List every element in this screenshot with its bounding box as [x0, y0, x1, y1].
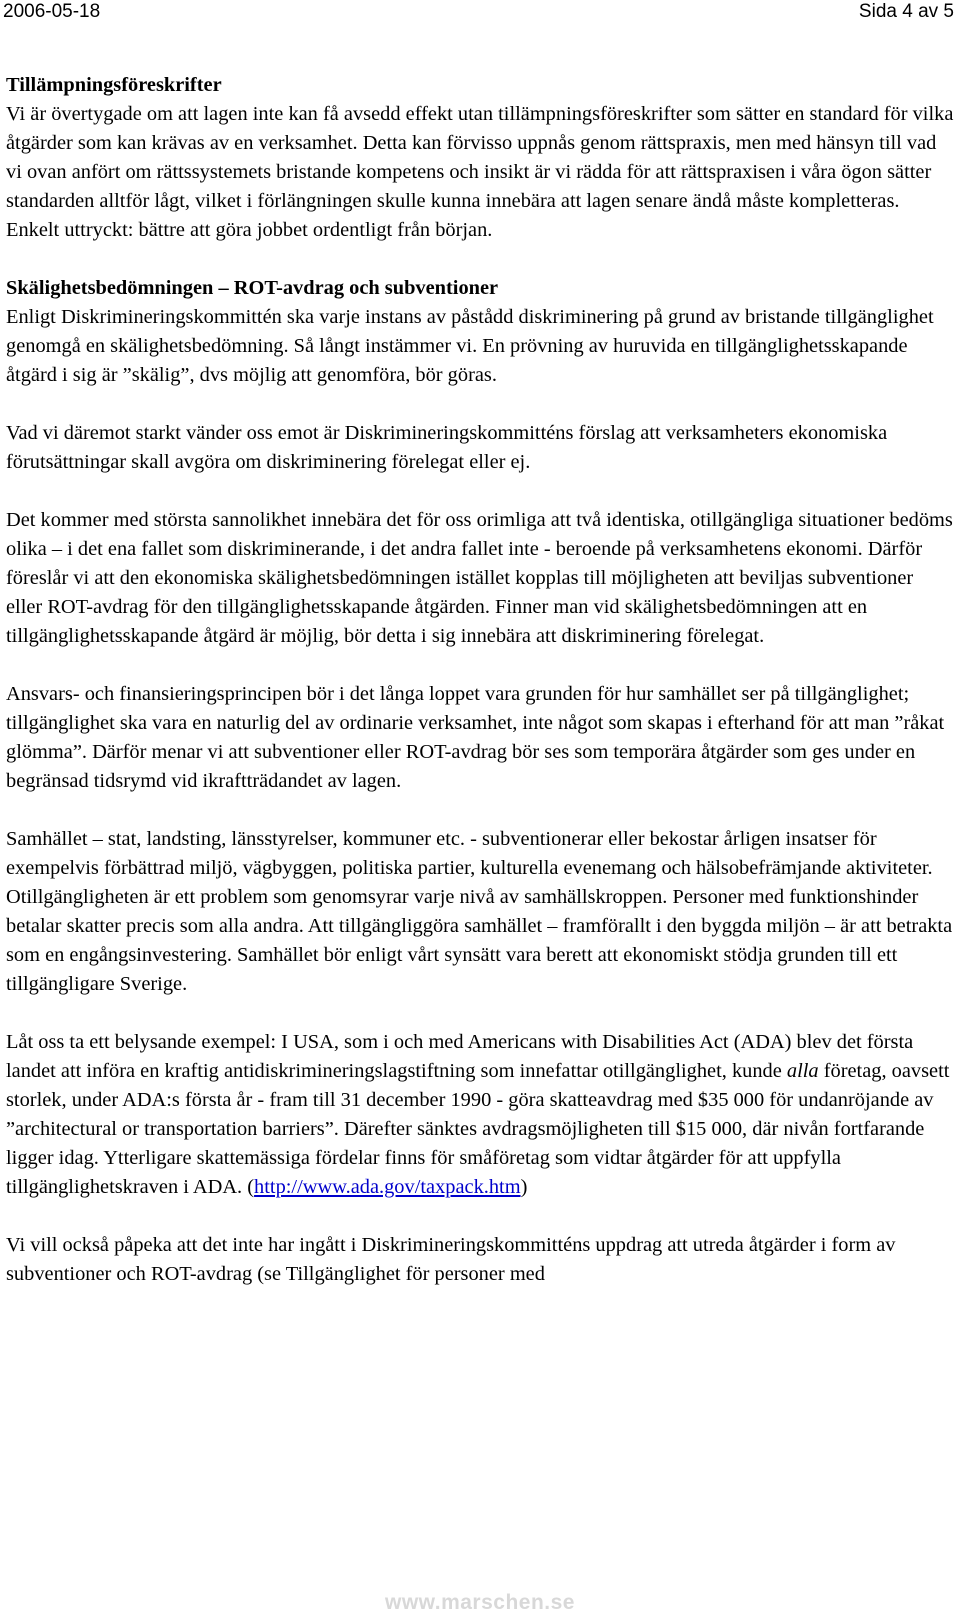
paragraph-text: företag, oavsett storlek, under ADA:s första år - fram till 31 december 1990 - göra skatteavdrag med $35 000 för undanröjande av ”architectural or transportation barriers”. Därefter sänktes avdragsmöjligheten till $15 000, där nivån fortfarande ligger idag. Ytterligare skattemässiga fördelar finns för småföretag som vidtar åtgärder för att uppfylla tillgänglighetskraven i ADA. ( — [6, 1060, 950, 1198]
paragraph-ada-example — [6, 1028, 954, 1202]
paragraph: Vi är övertygade om att lagen inte kan få avsedd effekt utan tillämpningsföreskrifter som sätter en standard för vilka åtgärder som kan krävas av en verksamhet. Detta kan förvisso uppnås genom rättspraxis, men med hänsyn till vad vi ovan anfört om rättssystemets bristande kompetens och insikt är vi rädda för att rättspraxisen i våra ögon sätter standarden alltför lågt, vilket i förlängningen skulle kunna innebära att lagen senare ändå måste kompletteras. Enkelt uttryckt: bättre att göra jobbet ordentligt från början. — [6, 103, 954, 241]
paragraph: Ansvars- och finansieringsprincipen bör i det långa loppet vara grunden för hur samhället ser på tillgänglighet; tillgänglighet ska vara en naturlig del av ordinarie verksamhet, inte något som skapas i efterhand för att man ”råkat glömma”. Därför menar vi att subventioner eller ROT-avdrag bör ses som temporära åtgärder som ges under en begränsad tidsrymd vid ikraftträdandet av lagen. — [6, 683, 945, 792]
ada-taxpack-link[interactable]: http://www.ada.gov/taxpack.htm — [254, 1176, 521, 1198]
paragraph: Samhället – stat, landsting, länsstyrelser, kommuner etc. - subventionerar eller bekostar årligen insatser för exempelvis förbättrad miljö, vägbyggen, politiska partier, kulturella evenemang och hälsobefrämjande aktiviteter. Otillgängligheten är ett problem som genomsyrar varje nivå av samhällskroppen. Personer med funktionshinder betalar skatter precis som alla andra. Att tillgängliggöra samhället – framförallt i den byggda miljön – är att betrakta som en engångsinvestering. Samhället bör enligt vårt synsätt vara berett att ekonomiskt stödja grunden till ett tillgängligare Sverige. — [6, 828, 953, 995]
document-body — [6, 71, 954, 1318]
page-header — [0, 0, 960, 30]
print-date: 2006-05-18 — [3, 1, 101, 22]
paragraph-text: Låt oss ta ett belysande exempel: I USA, som i och med Americans with Disabilities Act (ADA) blev det första landet att införa en kraftig antidiskrimineringslagstiftning som innefattar otillgänglighet, kunde — [6, 1031, 914, 1082]
paragraph: Vad vi däremot starkt vänder oss emot är Diskrimineringskommitténs förslag att verksamheters ekonomiska förutsättningar skall avgöra om diskriminering förelegat eller ej. — [6, 422, 888, 473]
emphasis-text: alla — [786, 1060, 819, 1082]
paragraph-text: ) — [520, 1176, 528, 1198]
page-number: Sida 4 av 5 — [858, 1, 954, 22]
paragraph: Enligt Diskrimineringskommittén ska varje instans av påstådd diskriminering på grund av bristande tillgänglighet genomgå en skälighetsbedömning. Så långt instämmer vi. En prövning av huruvida en tillgänglighetsskapande åtgärd i sig är ”skälig”, dvs möjlig att genomföra, bör göras. — [6, 306, 934, 386]
section-heading-skalighetsbedomningen: Skälighetsbedömningen – ROT-avdrag och subventioner — [6, 277, 499, 299]
paragraph: Vi vill också påpeka att det inte har ingått i Diskrimineringskommitténs uppdrag att utreda åtgärder i form av subventioner och ROT-avdrag (se Tillgänglighet för personer med — [6, 1234, 896, 1285]
watermark: www.marschen.se — [385, 1591, 575, 1614]
section-heading-tillampningsforeskrifter: Tillämpningsföreskrifter — [6, 74, 222, 96]
paragraph: Det kommer med största sannolikhet innebära det för oss orimliga att två identiska, otillgängliga situationer bedöms olika – i det ena fallet som diskriminerande, i det andra fallet inte - beroende på verksamhetens ekonomi. Därför föreslår vi att den ekonomiska skälighetsbedömningen istället kopplas till möjligheten att beviljas subventioner eller ROT-avdrag för den tillgänglighetsskapande åtgärden. Finner man vid skälighetsbedömningen att en tillgänglighetsskapande åtgärd är möjlig, bör detta i sig innebära att diskriminering förelegat. — [6, 509, 953, 647]
